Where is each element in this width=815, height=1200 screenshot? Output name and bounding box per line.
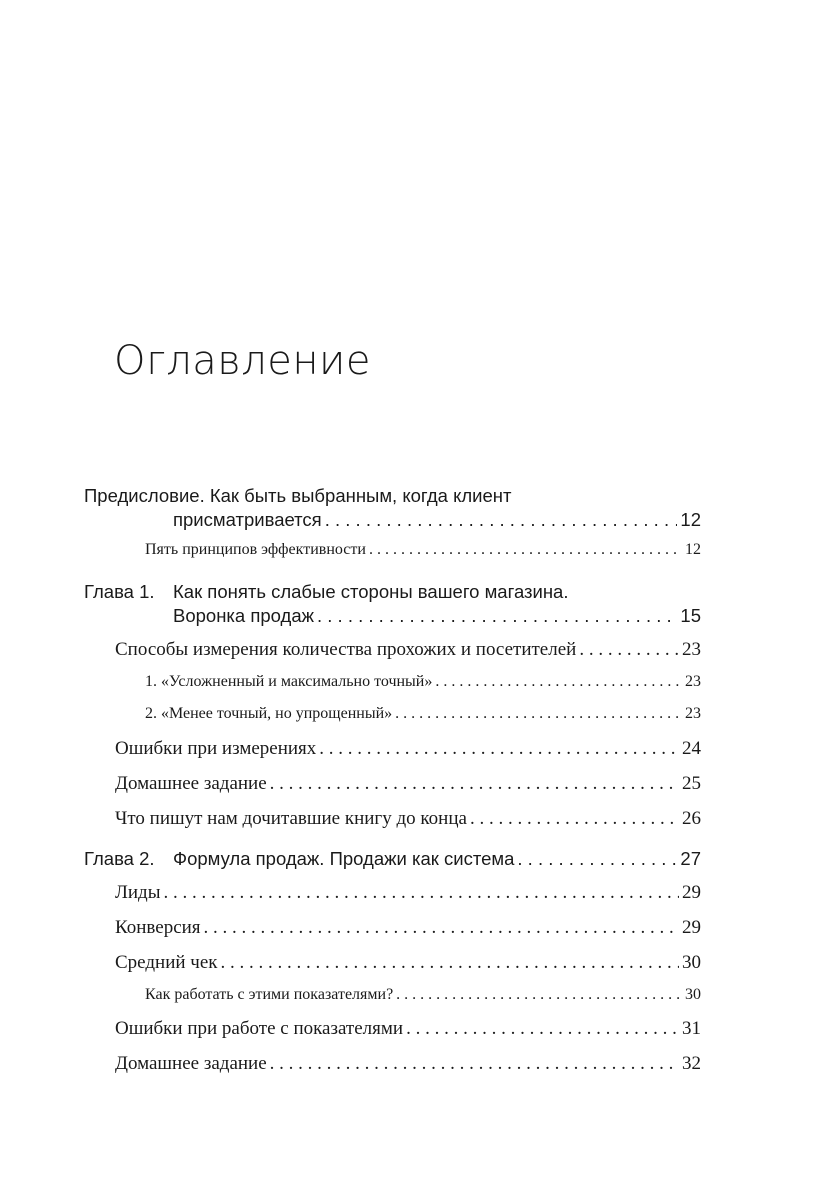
dot-leader: [270, 1053, 679, 1075]
dot-leader: [319, 738, 679, 760]
chapter-2-label: Глава 2.: [84, 848, 155, 869]
toc-entry[interactable]: [115, 639, 701, 661]
toc-entry-title: Формула продаж. Продажи как система: [173, 848, 515, 869]
page-number: 12: [685, 541, 701, 558]
toc-entry[interactable]: [115, 808, 701, 830]
dot-leader: [204, 917, 679, 939]
page-number: 15: [680, 605, 701, 626]
toc-entry-title: Домашнее задание: [115, 1053, 267, 1074]
page-number: 23: [685, 705, 701, 722]
page-number: 24: [682, 738, 701, 759]
toc-entry[interactable]: [145, 986, 701, 1004]
dot-leader: [270, 773, 679, 795]
toc-entry-preface-sub[interactable]: [145, 541, 701, 559]
toc-entry-title: Способы измерения количества прохожих и посетителей: [115, 639, 577, 660]
toc-entry-title: Ошибки при измерениях: [115, 738, 317, 759]
toc-entry-title: Что пишут нам дочитавшие книгу до конца: [115, 808, 467, 829]
dot-leader: [579, 639, 679, 661]
toc-entry-title: Лиды: [115, 882, 161, 903]
toc-entry-title: присматривается: [173, 509, 322, 530]
page-number: 23: [685, 673, 701, 690]
toc-entry-title: Ошибки при работе с показателями: [115, 1018, 404, 1039]
dot-leader: [221, 952, 680, 974]
toc-entry-title: Домашнее задание: [115, 773, 267, 794]
dot-leader: [470, 808, 679, 830]
dot-leader: [317, 605, 677, 627]
page-number: 25: [682, 773, 701, 794]
chapter-1-title-line1: Как понять слабые стороны вашего магазина.: [173, 581, 569, 602]
toc-entry-title: 1. «Усложненный и максимально точный»: [145, 673, 433, 690]
toc-entry-title: Конверсия: [115, 917, 201, 938]
toc-entry[interactable]: [115, 917, 701, 939]
dot-leader: [164, 882, 680, 904]
toc-entry-title: Как работать с этими показателями?: [145, 986, 394, 1003]
page-number: 29: [682, 917, 701, 938]
page-number: 26: [682, 808, 701, 829]
page-number: 32: [682, 1053, 701, 1074]
page-number: 31: [682, 1018, 701, 1039]
toc-entry-title: Средний чек: [115, 952, 218, 973]
toc-entry[interactable]: [145, 705, 701, 723]
toc-entry-chapter-2[interactable]: [173, 848, 701, 870]
dot-leader: [369, 541, 682, 559]
toc-entry-title: Воронка продаж: [173, 605, 314, 626]
dot-leader: [435, 673, 682, 691]
toc-entry[interactable]: [115, 773, 701, 795]
page-number: 12: [680, 509, 701, 530]
dot-leader: [406, 1018, 679, 1040]
page-number: 29: [682, 882, 701, 903]
dot-leader: [395, 705, 682, 723]
dot-leader: [517, 848, 677, 870]
toc-entry[interactable]: [115, 952, 701, 974]
toc-entry[interactable]: [115, 1053, 701, 1075]
toc-entry[interactable]: [115, 1018, 701, 1040]
toc-entry[interactable]: [115, 738, 701, 760]
preface-title-line1: Предисловие. Как быть выбранным, когда клиент: [84, 485, 512, 506]
page-number: 27: [680, 848, 701, 869]
dot-leader: [325, 509, 678, 531]
toc-entry[interactable]: [145, 673, 701, 691]
chapter-1-label: Глава 1.: [84, 581, 155, 602]
toc-entry[interactable]: [115, 882, 701, 904]
toc-entry-chapter-1[interactable]: [173, 605, 701, 627]
dot-leader: [396, 986, 682, 1004]
toc-entry-preface[interactable]: [173, 509, 701, 531]
page-number: 30: [685, 986, 701, 1003]
toc-entry-title: Пять принципов эффективности: [145, 541, 366, 558]
page-number: 30: [682, 952, 701, 973]
page-title: Оглавление: [114, 338, 371, 384]
page-number: 23: [682, 639, 701, 660]
toc-entry-title: 2. «Менее точный, но упрощенный»: [145, 705, 393, 722]
